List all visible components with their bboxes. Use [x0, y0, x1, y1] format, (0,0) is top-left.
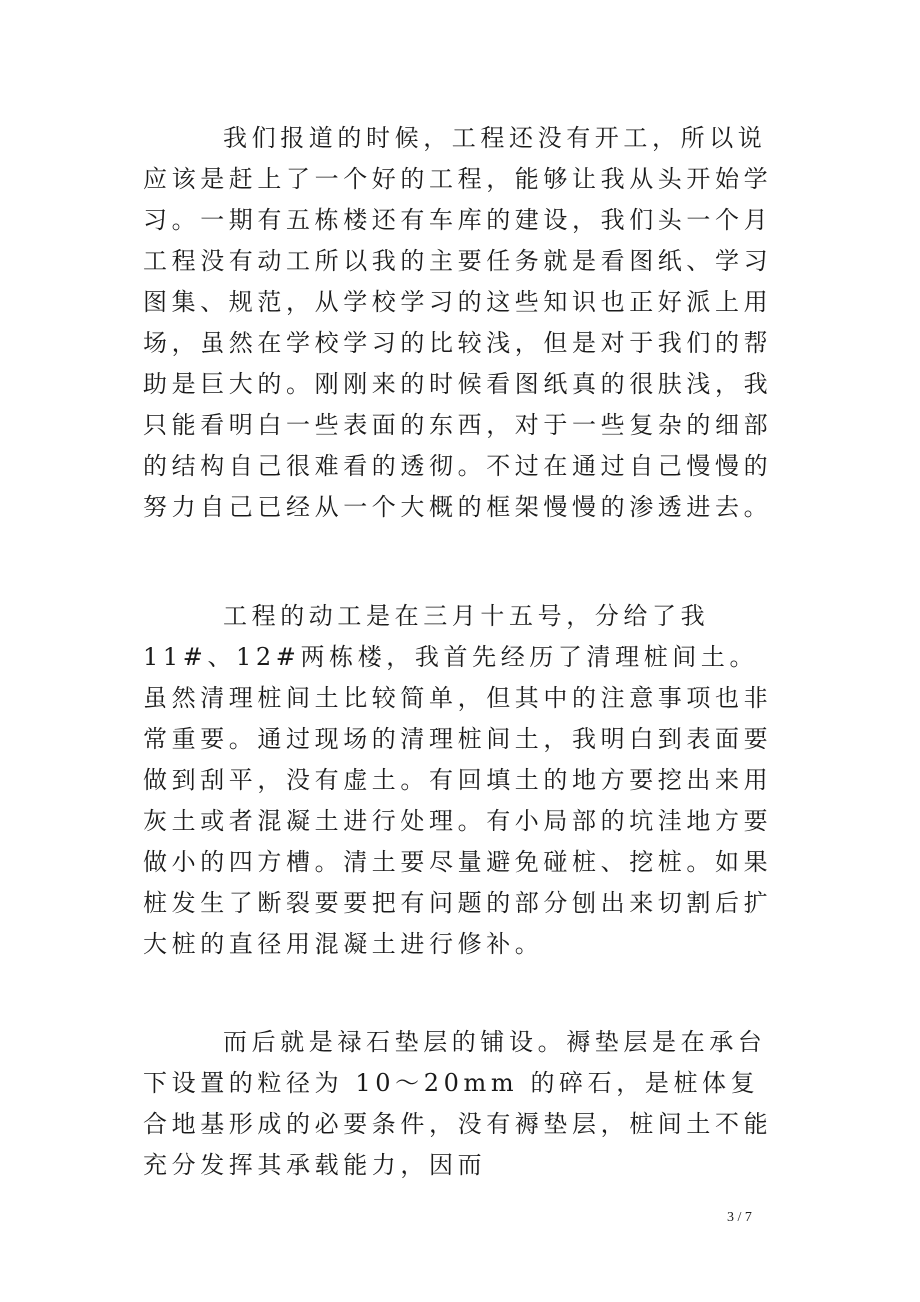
paragraph-3: 而后就是禄石垫层的铺设。褥垫层是在承台下设置的粒径为 10～20mm 的碎石，是桩体复合地基形成的必要条件，没有褥垫层，桩间土不能充分发挥其承载能力，因而: [143, 1028, 773, 1179]
paragraph-2: 工程的动工是在三月十五号，分给了我 11#、12#两栋楼，我首先经历了清理桩间土。虽然清理桩间土比较简单，但其中的注意事项也非常重要。通过现场的清理桩间土，我明白到表面要做到刮平，没有虚土。有回填土的地方要挖出来用灰土或者混凝土进行处理。有小局部的坑洼地方要做小的四方槽。清土要尽量避免碰桩、挖桩。如果桩发生了断裂要要把有问题的部分刨出来切割后扩大桩的直径用混凝土进行修补。: [143, 602, 773, 958]
paragraph-1: 我们报道的时候，工程还没有开工，所以说应该是赶上了一个好的工程，能够让我从头开始学习。一期有五栋楼还有车库的建设，我们头一个月工程没有动工所以我的主要任务就是看图纸、学习图集、规范，从学校学习的这些知识也正好派上用场，虽然在学校学习的比较浅，但是对于我们的帮助是巨大的。刚刚来的时候看图纸真的很肤浅，我只能看明白一些表面的东西，对于一些复杂的细部的结构自己很难看的透彻。不过在通过自己慢慢的努力自己已经从一个大概的框架慢慢的渗透进去。: [143, 124, 773, 521]
page-number: 3 / 7: [727, 1210, 752, 1225]
